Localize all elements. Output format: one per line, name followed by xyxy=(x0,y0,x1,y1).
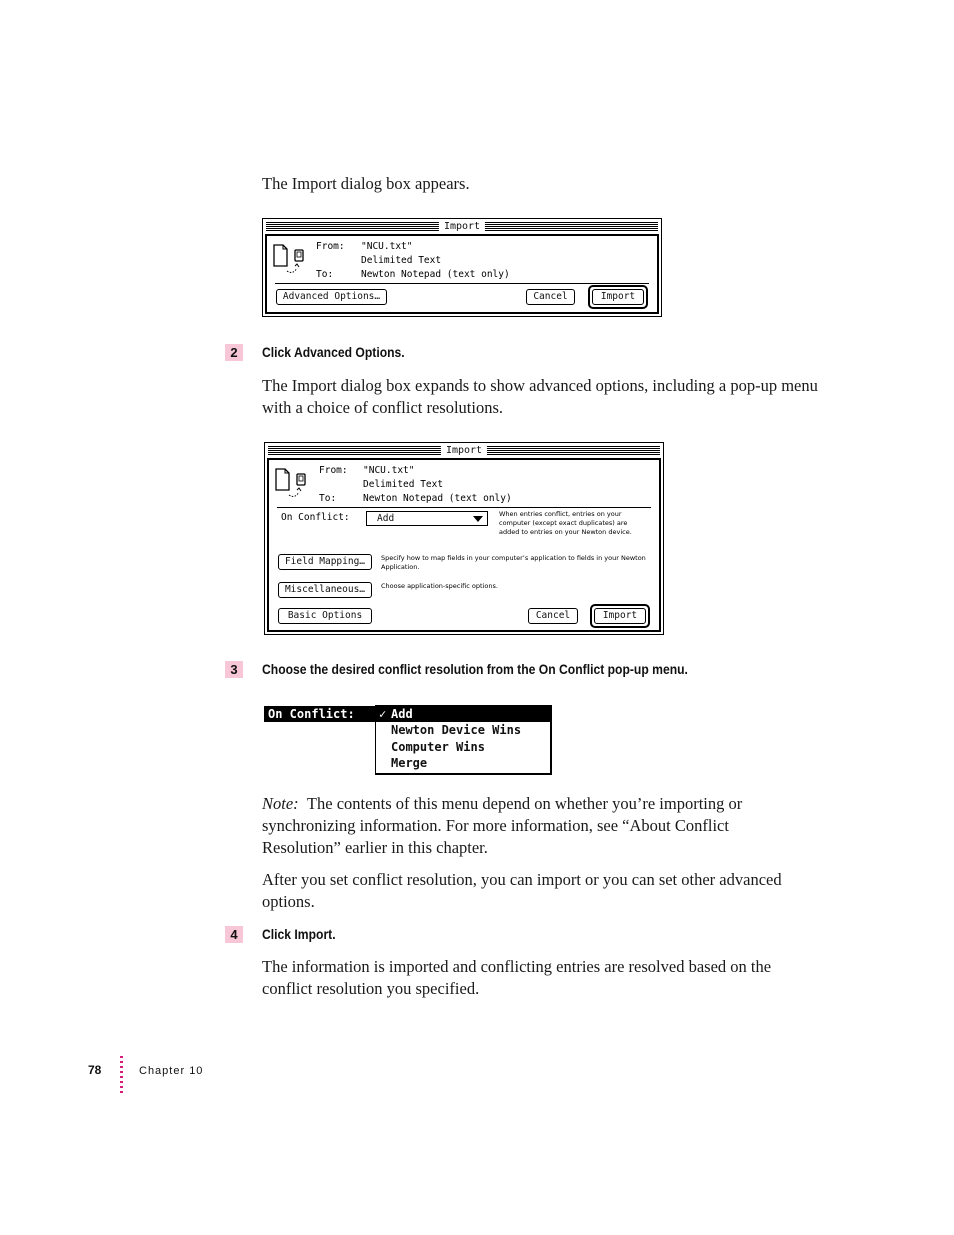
advanced-options-button[interactable]: Advanced Options… xyxy=(276,289,387,305)
dialog-title: Import xyxy=(439,220,485,233)
from-file: "NCU.txt" xyxy=(361,241,413,252)
import-button[interactable]: Import xyxy=(592,289,644,305)
miscellaneous-help: Choose application-specific options. xyxy=(381,582,498,590)
popup-arrow-icon xyxy=(473,516,483,522)
intro-text: The Import dialog box appears. xyxy=(262,174,470,193)
import-button[interactable]: Import xyxy=(594,608,646,624)
menu-item-label: Add xyxy=(391,707,413,721)
on-conflict-label-highlight xyxy=(264,706,376,722)
from-type: Delimited Text xyxy=(361,255,442,266)
on-conflict-label: On Conflict: xyxy=(281,512,350,523)
note-label: Note: xyxy=(262,794,299,813)
dialog-divider xyxy=(277,507,651,508)
checkmark-icon: ✓ xyxy=(379,707,387,721)
import-dialog-advanced xyxy=(264,442,664,635)
import-default-ring xyxy=(588,285,648,309)
import-document-icon xyxy=(273,244,307,276)
step-text: Click Advanced Options. xyxy=(262,345,405,360)
step-number: 3 xyxy=(225,661,243,678)
from-label: From: xyxy=(316,241,345,252)
import-document-icon xyxy=(275,468,309,500)
on-conflict-label: On Conflict: xyxy=(268,707,355,721)
note-paragraph xyxy=(262,793,807,859)
step-text: Click Import. xyxy=(262,927,336,942)
field-mapping-button[interactable]: Field Mapping… xyxy=(278,554,372,570)
expand-description: The Import dialog box expands to show advanced options, including a pop-up menu with a choice of conflict resolutions. xyxy=(262,376,818,417)
step-number: 4 xyxy=(225,926,243,943)
chapter-label: Chapter 10 xyxy=(139,1065,204,1077)
note-body: The contents of this menu depend on whether you’re importing or synchronizing information. For more information, see “About Conflict Resolution” earlier in this chapter. xyxy=(262,794,743,857)
dialog-title: Import xyxy=(441,444,487,457)
dialog-body xyxy=(267,458,661,632)
page-number: 78 xyxy=(88,1063,102,1077)
dialog-divider xyxy=(275,283,649,284)
footer-dots xyxy=(120,1056,123,1094)
step-text: Choose the desired conflict resolution from the On Conflict pop-up menu. xyxy=(262,662,688,677)
field-mapping-help: Specify how to map fields in your computer’s application to fields in your Newton Application. xyxy=(381,554,646,571)
menu-item-computer-wins[interactable]: Computer Wins xyxy=(391,740,485,754)
cancel-button[interactable]: Cancel xyxy=(528,608,578,624)
result-text: The information is imported and conflicting entries are resolved based on the conflict resolution you specified. xyxy=(262,957,772,998)
to-label: To: xyxy=(319,493,337,504)
from-type: Delimited Text xyxy=(363,479,444,490)
import-dialog-basic xyxy=(262,218,662,317)
to-value: Newton Notepad (text only) xyxy=(361,269,510,280)
on-conflict-popup[interactable] xyxy=(366,511,488,526)
after-note-text: After you set conflict resolution, you can import or you can set other advanced options. xyxy=(262,870,782,911)
to-value: Newton Notepad (text only) xyxy=(363,493,512,504)
step-number: 2 xyxy=(225,344,243,361)
miscellaneous-button[interactable]: Miscellaneous… xyxy=(278,582,372,598)
cancel-button[interactable]: Cancel xyxy=(526,289,575,305)
to-label: To: xyxy=(316,269,334,280)
conflict-menu xyxy=(375,705,552,775)
on-conflict-help: When entries conflict, entries on your computer (except exact duplicates) are added to entries on your Newton device. xyxy=(499,510,632,536)
on-conflict-value: Add xyxy=(377,513,395,524)
import-default-ring xyxy=(590,604,650,628)
from-label: From: xyxy=(319,465,348,476)
dialog-titlebar xyxy=(268,446,660,456)
dialog-body xyxy=(265,234,659,314)
basic-options-button[interactable]: Basic Options xyxy=(278,608,372,624)
dialog-titlebar xyxy=(266,222,658,232)
menu-item-newton-device-wins[interactable]: Newton Device Wins xyxy=(391,723,522,737)
menu-item-merge[interactable]: Merge xyxy=(391,756,428,770)
menu-item-add[interactable] xyxy=(376,706,550,722)
from-file: "NCU.txt" xyxy=(363,465,415,476)
